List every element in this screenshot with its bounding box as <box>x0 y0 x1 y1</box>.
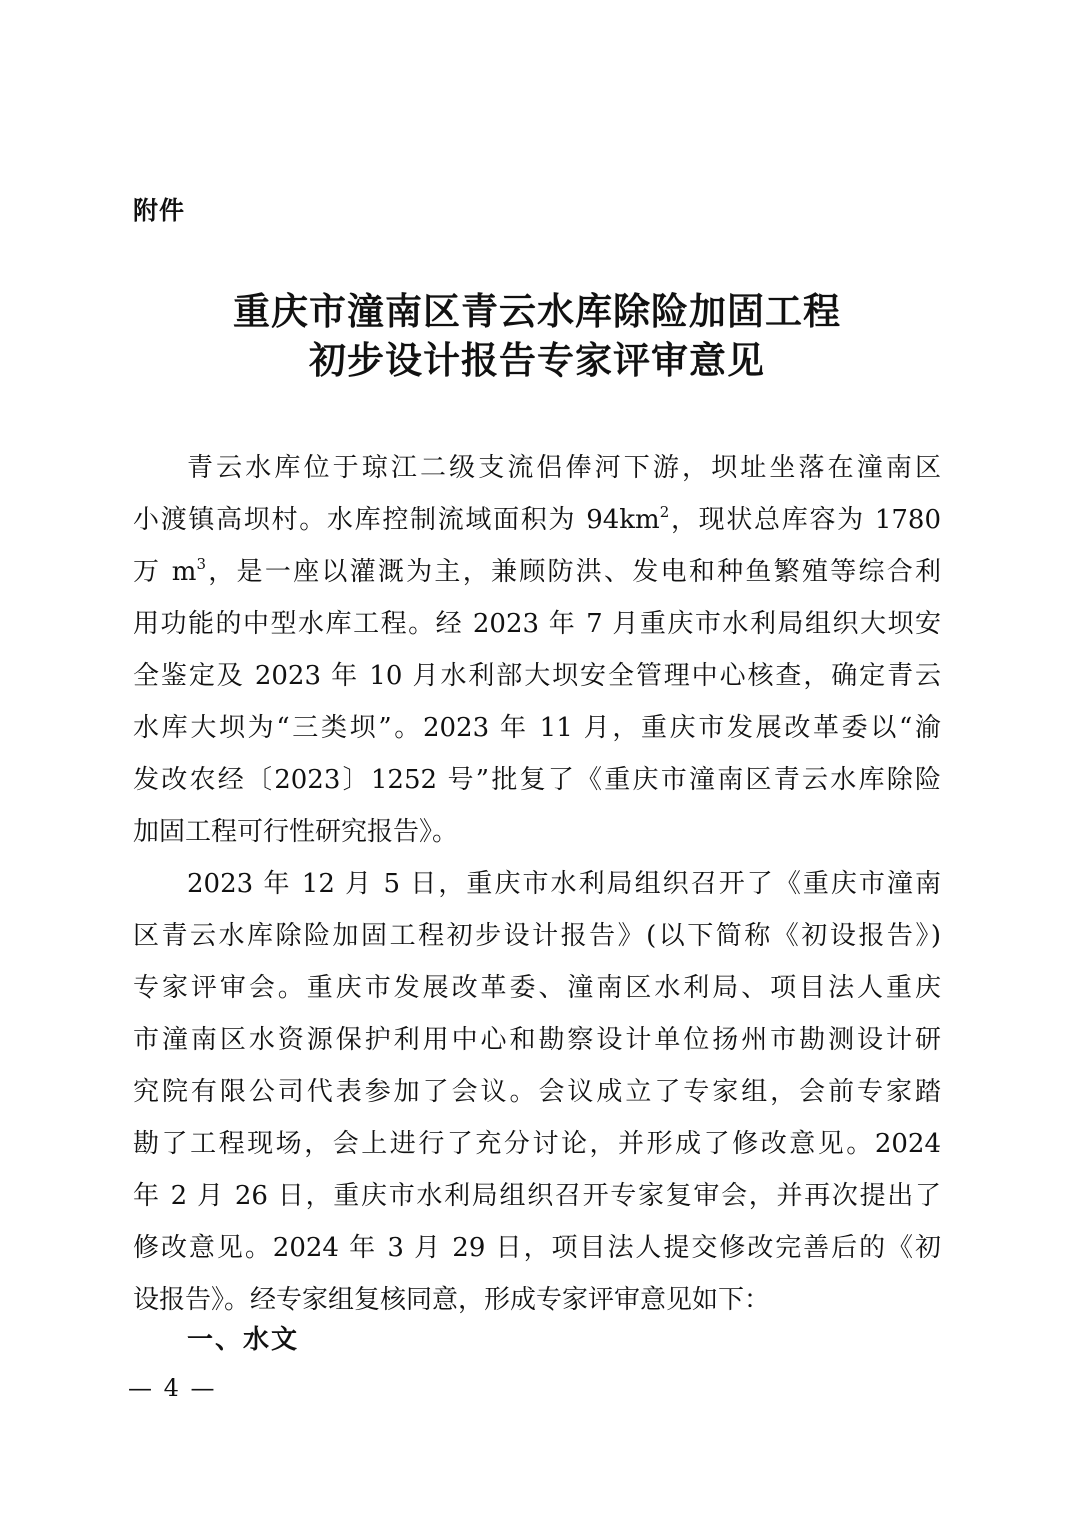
superscript: 3 <box>196 555 207 573</box>
section-heading-hydrology: 一、水文 <box>187 1325 300 1355</box>
text-segment: 小渡镇高坝村。水库控制流域面积为 94km <box>133 505 660 535</box>
paragraph-line: 区青云水库除险加固工程初步设计报告》(以下简称《初设报告》) <box>133 921 941 951</box>
paragraph-line: 发改农经〔2023〕1252 号”批复了《重庆市潼南区青云水库除险 <box>133 765 941 795</box>
paragraph-line: 勘了工程现场，会上进行了充分讨论，并形成了修改意见。2024 <box>133 1129 941 1159</box>
document-title-line-2: 初步设计报告专家评审意见 <box>309 338 765 382</box>
paragraph-line: 设报告》。经专家组复核同意，形成专家评审意见如下： <box>133 1285 771 1315</box>
paragraph-line: 青云水库位于琼江二级支流侣俸河下游，坝址坐落在潼南区 <box>187 453 941 483</box>
text-segment: ，现状总库容为 1780 <box>669 505 942 535</box>
paragraph-line: 年 2 月 26 日，重庆市水利局组织召开专家复审会，并再次提出了 <box>133 1181 941 1211</box>
text-segment: ，是一座以灌溉为主，兼顾防洪、发电和种鱼繁殖等综合利 <box>206 557 941 587</box>
page-number: — 4 — <box>128 1374 217 1402</box>
text-segment: 万 m <box>133 557 197 587</box>
paragraph-line <box>133 494 941 546</box>
document-title-line-1: 重庆市潼南区青云水库除险加固工程 <box>233 289 841 333</box>
paragraph-line: 用功能的中型水库工程。经 2023 年 7 月重庆市水利局组织大坝安 <box>133 609 941 639</box>
paragraph-line: 加固工程可行性研究报告》。 <box>133 817 459 847</box>
paragraph-line: 市潼南区水资源保护利用中心和勘察设计单位扬州市勘测设计研 <box>133 1025 941 1055</box>
paragraph-line: 水库大坝为“三类坝”。2023 年 11 月，重庆市发展改革委以“渝 <box>133 713 941 743</box>
paragraph-line: 究院有限公司代表参加了会议。会议成立了专家组，会前专家踏 <box>133 1077 941 1107</box>
paragraph-line: 专家评审会。重庆市发展改革委、潼南区水利局、项目法人重庆 <box>133 973 941 1003</box>
superscript: 2 <box>659 503 670 521</box>
attachment-label: 附件 <box>133 196 186 225</box>
paragraph-line: 全鉴定及 2023 年 10 月水利部大坝安全管理中心核查，确定青云 <box>133 661 941 691</box>
paragraph-line <box>133 546 941 598</box>
paragraph-line: 2023 年 12 月 5 日，重庆市水利局组织召开了《重庆市潼南 <box>187 869 941 899</box>
paragraph-line: 修改意见。2024 年 3 月 29 日，项目法人提交修改完善后的《初 <box>133 1233 941 1263</box>
